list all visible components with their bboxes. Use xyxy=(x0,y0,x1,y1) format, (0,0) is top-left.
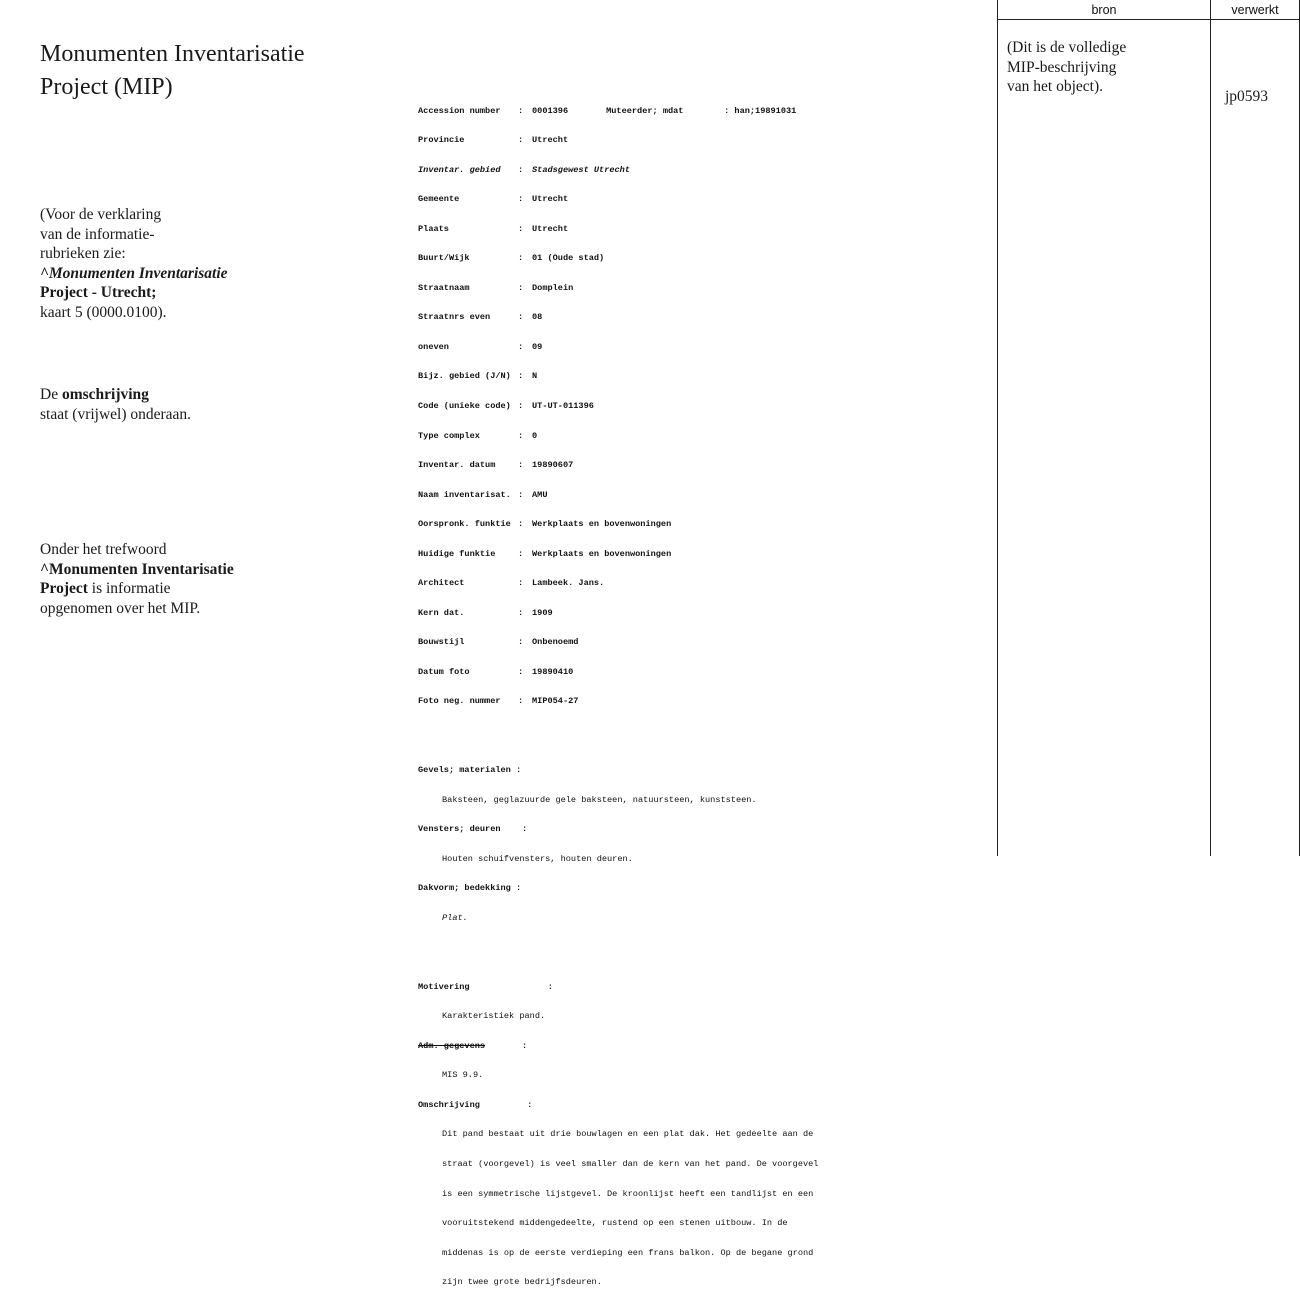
description-line-1: De omschrijving xyxy=(40,386,149,403)
adm-text: MIS 9.9. xyxy=(442,1070,484,1081)
record-field: Plaats : Utrecht xyxy=(418,223,569,234)
bron-header: bron xyxy=(1091,3,1117,17)
bron-text: (Dit is de volledige MIP-beschrijving van het object). xyxy=(1007,39,1127,95)
legend-note xyxy=(40,205,340,322)
omschrijving-line: zijn twee grote bedrijfsdeuren. xyxy=(442,1277,602,1288)
gevels-label: Gevels; materialen : xyxy=(418,765,522,776)
omschrijving-line: Dit pand bestaat uit drie bouwlagen en een plat dak. Het gedeelte aan de xyxy=(442,1129,814,1140)
verwerkt-header: verwerkt xyxy=(1231,3,1279,17)
record-field: Provincie : Utrecht xyxy=(418,135,569,146)
keyword-line-2: ^Monumenten Inventarisatie xyxy=(40,560,234,578)
muteerder-value: : han;19891031 xyxy=(724,105,797,116)
vensters-label: Vensters; deuren : xyxy=(418,824,528,835)
record-field: Code (unieke code) : UT-UT-011396 xyxy=(418,401,594,411)
dakvorm-label: Dakvorm; bedekking : xyxy=(418,883,522,894)
gevels-text: Baksteen, geglazuurde gele baksteen, natuursteen, kunststeen. xyxy=(442,794,757,805)
omschrijving-line: middenas is op de eerste verdieping een frans balkon. Op de begane grond xyxy=(442,1247,814,1258)
description-note xyxy=(40,385,340,424)
dakvorm-text: Plat. xyxy=(442,912,468,923)
record-field: Type complex : 0 xyxy=(418,430,538,441)
legend-line-2: van de informatie- xyxy=(40,225,155,243)
table-divider-middle xyxy=(1210,0,1211,856)
legend-line-1: (Voor de verklaring xyxy=(40,206,162,223)
record-field: Architect : Lambeek. Jans. xyxy=(418,578,605,589)
omschrijving-line: is een symmetrische lijstgevel. De kroonlijst heeft een tandlijst en een xyxy=(442,1188,814,1199)
record-field: Huidige funktie : Werkplaats en bovenwoningen xyxy=(418,548,672,559)
motivering-label: Motivering : xyxy=(418,981,553,992)
vensters-text: Houten schuifvensters, houten deuren. xyxy=(442,853,633,864)
record-field: Straatnrs even : 08 xyxy=(418,312,543,323)
keyword-line-1: Onder het trefwoord xyxy=(40,541,167,558)
record-field: Bijz. gebied (J/N) : N xyxy=(418,371,538,382)
record-field: Inventar. datum : 19890607 xyxy=(418,460,574,471)
record-field: Oorspronk. funktie : Werkplaats en bovenwoningen xyxy=(418,519,672,530)
legend-reference-title: ^Monumenten Inventarisatie xyxy=(40,264,228,282)
legend-reference-map: kaart 5 (0000.0100). xyxy=(40,303,167,321)
record-field: Bouwstijl : Onbenoemd xyxy=(418,637,579,648)
omschrijving-line: straat (voorgevel) is veel smaller dan de kern van het pand. De voorgevel xyxy=(442,1158,819,1169)
verwerkt-value: jp0593 xyxy=(1225,88,1269,105)
keyword-line-3: Project is informatie xyxy=(40,580,171,597)
record-field: Accession number : 0001396 Muteerder; mdat : han;19891031 xyxy=(418,105,797,116)
description-line-2: staat (vrijwel) onderaan. xyxy=(40,405,192,423)
record-field: Buurt/Wijk : 01 (Oude stad) xyxy=(418,253,605,264)
legend-line-3: rubrieken zie: xyxy=(40,245,126,262)
record-field: Inventar. gebied : Stadsgewest Utrecht xyxy=(418,164,630,175)
keyword-line-4: opgenomen over het MIP. xyxy=(40,599,201,617)
legend-reference-subtitle: Project - Utrecht; xyxy=(40,284,157,301)
record-field: Foto neg. nummer : MIP054-27 xyxy=(418,696,579,707)
page-title: Monumenten Inventarisatie Project (MIP) xyxy=(40,41,305,100)
record-field: Kern dat. : 1909 xyxy=(418,607,553,618)
mip-record xyxy=(418,87,978,1298)
record-field: oneven : 09 xyxy=(418,341,543,352)
muteerder-label: Muteerder; mdat xyxy=(606,105,684,116)
table-divider-left xyxy=(997,0,998,856)
record-field: Straatnaam : Domplein xyxy=(418,282,574,293)
record-field: Gemeente : Utrecht xyxy=(418,194,569,205)
record-field: Datum foto : 19890410 xyxy=(418,666,574,677)
field-value: 0001396 xyxy=(532,105,569,116)
record-field: Naam inventarisat. : AMU xyxy=(418,489,548,500)
field-label: Accession number xyxy=(418,105,501,116)
omschrijving-line: vooruitstekend middengedeelte, rustend op een stenen uitbouw. In de xyxy=(442,1218,788,1229)
motivering-text: Karakteristiek pand. xyxy=(442,1011,546,1022)
adm-label: Adm. gegevens : xyxy=(418,1040,528,1051)
omschrijving-label: Omschrijving : xyxy=(418,1099,533,1110)
table-header-rule xyxy=(997,19,1300,20)
keyword-note xyxy=(40,540,340,618)
